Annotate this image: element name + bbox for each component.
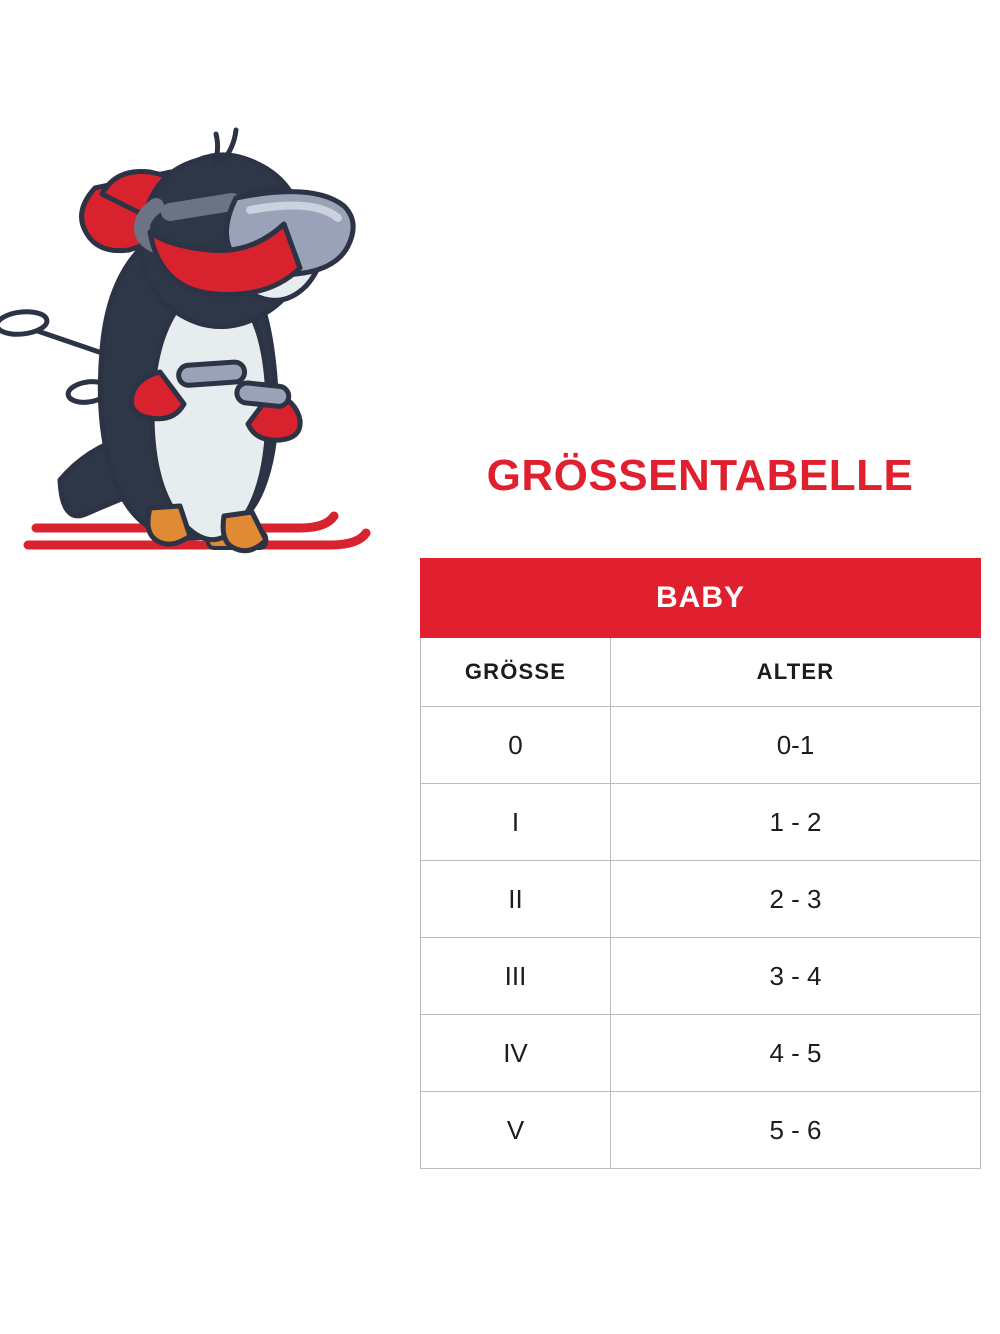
table-banner-baby: BABY (421, 559, 981, 638)
skiing-penguin-illustration (0, 120, 420, 610)
cell-age: 3 - 4 (611, 938, 981, 1015)
table-row (421, 1015, 981, 1092)
table-row (421, 861, 981, 938)
cell-size: I (421, 784, 611, 861)
cell-size: III (421, 938, 611, 1015)
table-row (421, 784, 981, 861)
cell-age: 2 - 3 (611, 861, 981, 938)
size-chart-table (420, 558, 981, 1169)
table-row (421, 1092, 981, 1169)
table-row (421, 707, 981, 784)
cell-age: 4 - 5 (611, 1015, 981, 1092)
penguin-foot-left (148, 506, 190, 544)
cell-age: 0-1 (611, 707, 981, 784)
table-banner-row (421, 559, 981, 638)
column-header-size: GRÖSSE (421, 638, 611, 707)
arm-right (236, 382, 290, 407)
head-feather (214, 134, 218, 164)
cell-age: 1 - 2 (611, 784, 981, 861)
table-header-row (421, 638, 981, 707)
cell-size: II (421, 861, 611, 938)
cell-size: V (421, 1092, 611, 1169)
table-row (421, 938, 981, 1015)
page-title: GRÖSSENTABELLE (486, 451, 914, 500)
cell-age: 5 - 6 (611, 1092, 981, 1169)
penguin-foot-right (223, 512, 266, 551)
cell-size: 0 (421, 707, 611, 784)
cell-size: IV (421, 1015, 611, 1092)
arm-left (178, 361, 245, 386)
column-header-age: ALTER (611, 638, 981, 707)
